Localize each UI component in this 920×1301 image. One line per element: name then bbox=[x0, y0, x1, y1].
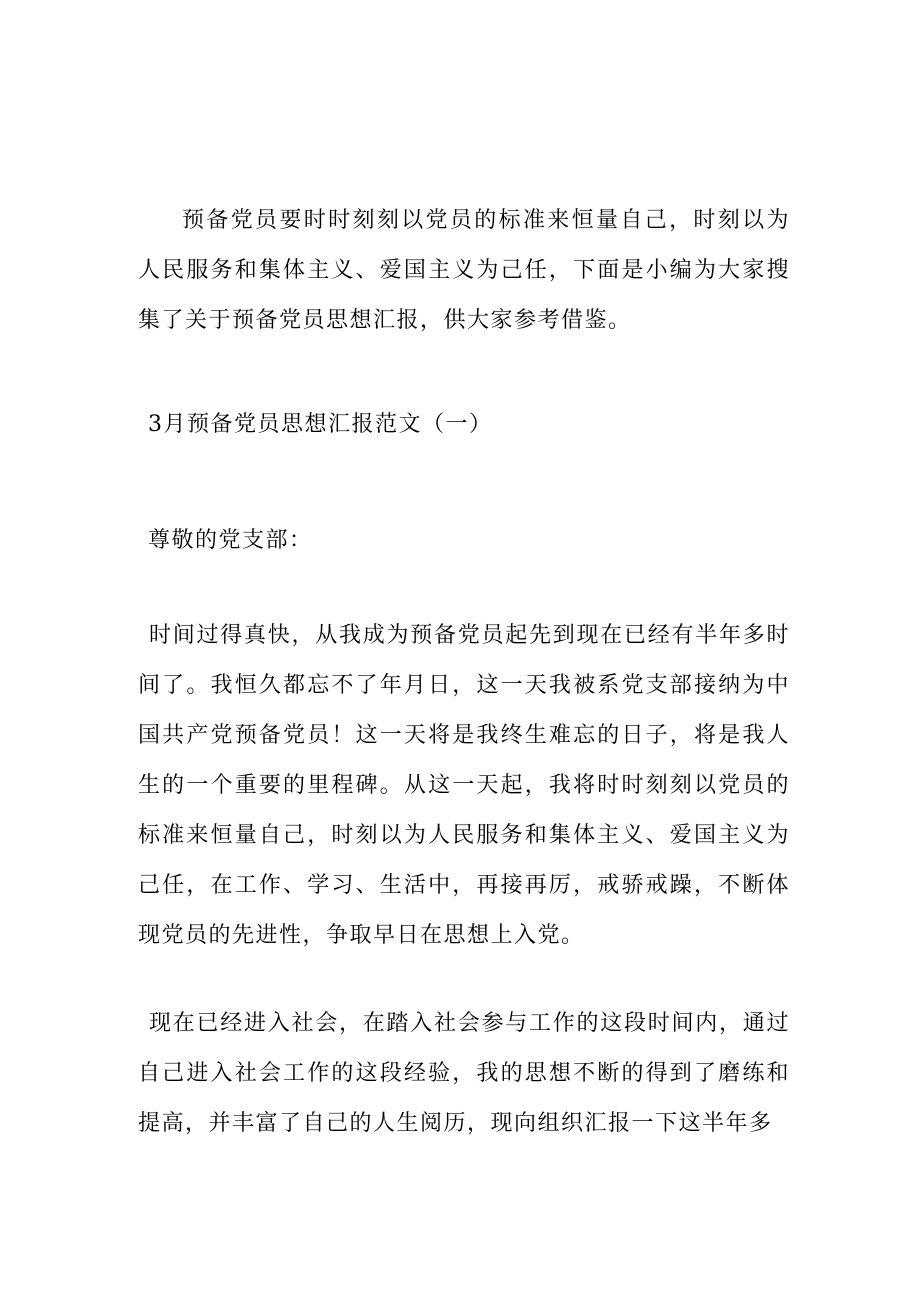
body-paragraph-1: 时间过得真快，从我成为预备党员起先到现在已经有半年多时间了。我恒久都忘不了年月日，这一天我被系党支部接纳为中国共产党预备党员！这一天将是我终生难忘的日子，将是我人生的一个重要的里程碑。从这一天起，我将时时刻刻以党员的标准来恒量自己，时刻以为人民服务和集体主义、爱国主义为己任，在工作、学习、生活中，再接再厉，戒骄戒躁，不断体现党员的先进性，争取早日在思想上入党。 bbox=[138, 623, 790, 948]
section-heading: 3月预备党员思想汇报范文（一） bbox=[148, 412, 493, 437]
intro-paragraph: 预备党员要时时刻刻以党员的标准来恒量自己，时刻以为人民服务和集体主义、爱国主义为己任，下面是小编为大家搜集了关于预备党员思想汇报，供大家参考借鉴。 bbox=[138, 208, 790, 333]
salutation: 尊敬的党支部： bbox=[148, 528, 313, 553]
body-paragraph-2: 现在已经进入社会，在踏入社会参与工作的这段时间内，通过自己进入社会工作的这段经验，我的思想不断的得到了磨练和提高，并丰富了自己的人生阅历，现向组织汇报一下这半年多 bbox=[138, 1011, 790, 1136]
